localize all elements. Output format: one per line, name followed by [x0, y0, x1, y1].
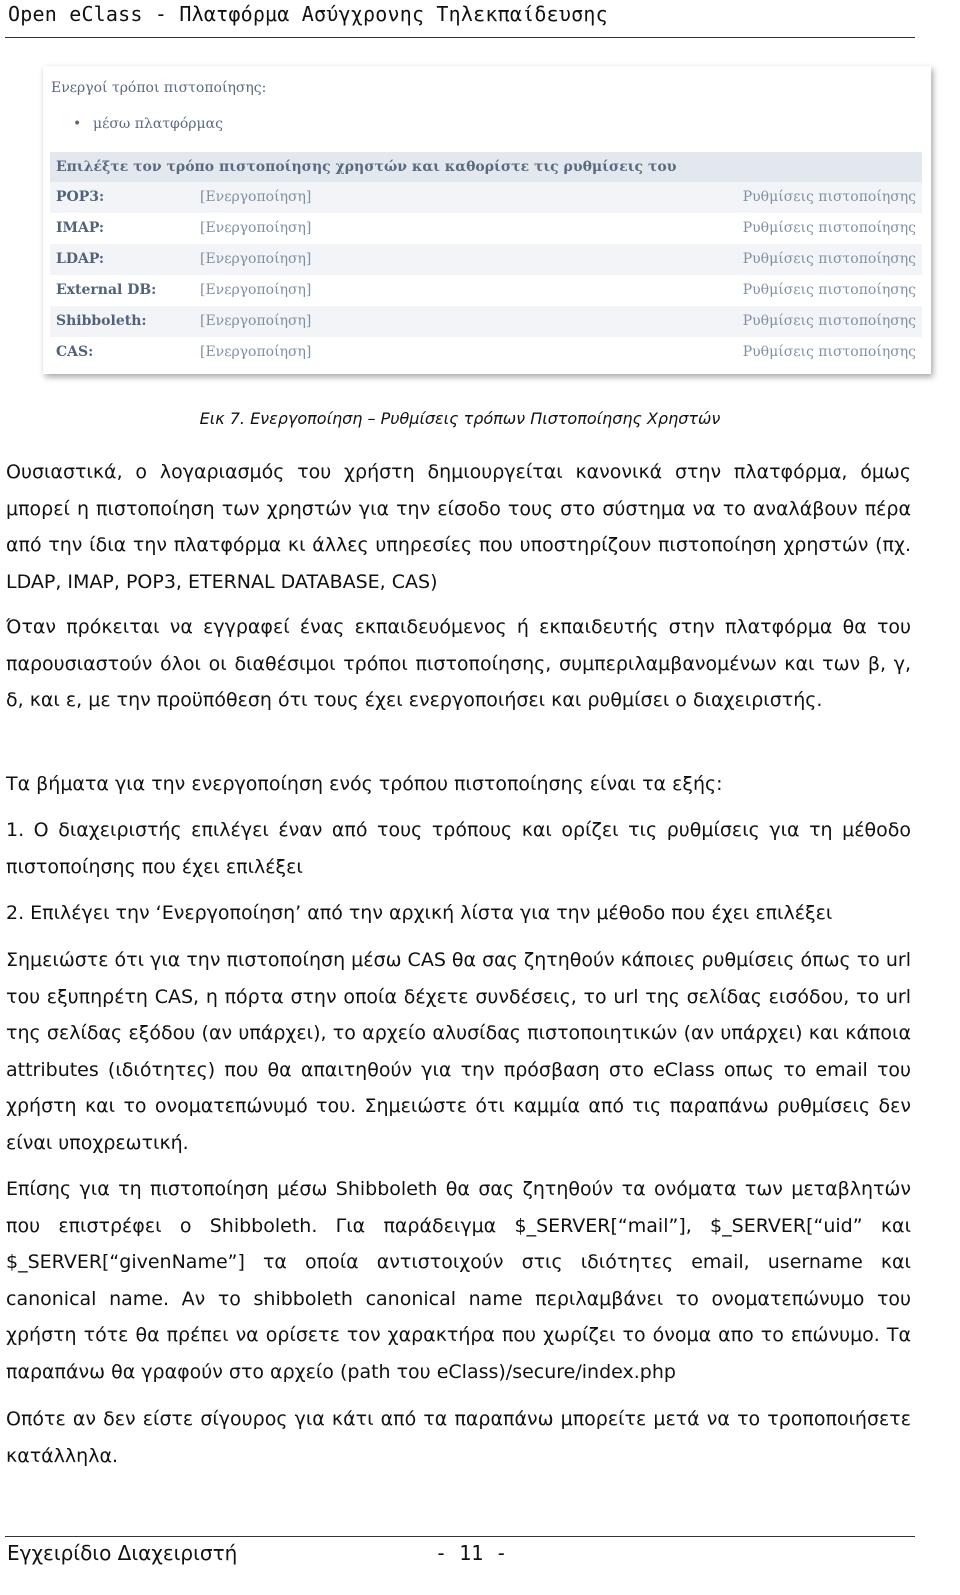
auth-methods-screenshot — [43, 66, 931, 374]
auth-method-label: LDAP: — [56, 251, 105, 267]
auth-method-label: External DB: — [56, 282, 157, 298]
activate-link[interactable]: [Ενεργοποίηση] — [200, 220, 312, 236]
activate-link[interactable]: [Ενεργοποίηση] — [200, 313, 312, 329]
paragraph-shibboleth-note: Επίσης για τη πιστοποίηση μέσω Shibboleth θα σας ζητηθούν τα ονόματα των μεταβλητών που επιστρέφει ο Shibboleth. Για παράδειγμα $_SERVER[“mail”], $_SERVER[“uid” και $_SERVER[“givenName”] τα οποία αντιστοιχούν στις ιδιότητες email, username και canonical name. Αν το shibboleth canonical name περιλαμβάνει το ονοματεπώνυμο του χρήστη τότε θα πρέπει να ορίσετε τον χαρακτήρα που χωρίζει το όνομα απο το επώνυμο. Τα παραπάνω θα γραφούν στο αρχείο (path του eClass)/secure/index.php — [6, 1178, 911, 1383]
auth-row-pop3 — [50, 182, 922, 213]
active-method-label: μέσω πλατφόρμας — [93, 116, 223, 132]
auth-method-label: CAS: — [56, 344, 94, 360]
auth-settings-link[interactable]: Ρυθμίσεις πιστοποίησης — [742, 313, 916, 329]
bullet-icon: • — [73, 116, 82, 132]
page-footer — [5, 1536, 915, 1565]
auth-row-shibboleth — [50, 306, 922, 337]
activate-link[interactable]: [Ενεργοποίηση] — [200, 344, 312, 360]
header-title: Open eClass - Πλατφόρμα Ασύγχρονης Τηλεκπαίδευσης — [8, 2, 608, 26]
auth-method-label: Shibboleth: — [56, 313, 147, 329]
auth-row-imap — [50, 213, 922, 244]
page-header — [5, 0, 915, 38]
auth-settings-link[interactable]: Ρυθμίσεις πιστοποίησης — [742, 282, 916, 298]
paragraph-step-2: 2. Επιλέγει την ‘Ενεργοποίηση’ από την αρχική λίστα για την μέθοδο που έχει επιλέξει — [6, 902, 833, 924]
paragraph-registration: Όταν πρόκειται να εγγραφεί ένας εκπαιδευόμενος ή εκπαιδευτής στην πλατφόρμα θα του παρουσιαστούν όλοι οι διαθέσιμοι τρόποι πιστοποίησης, συμπεριλαμβανομένων και των β, γ, δ, και ε, με την προϋπόθεση ότι τους έχει ενεργοποιήσει και ρυθμίσει ο διαχειριστής. — [6, 616, 911, 712]
auth-method-label: POP3: — [56, 189, 105, 205]
auth-settings-link[interactable]: Ρυθμίσεις πιστοποίησης — [742, 220, 916, 236]
activate-link[interactable]: [Ενεργοποίηση] — [200, 189, 312, 205]
active-method-item — [73, 116, 223, 132]
auth-settings-link[interactable]: Ρυθμίσεις πιστοποίησης — [742, 251, 916, 267]
page-number: - 11 - — [435, 1541, 508, 1565]
auth-row-ldap — [50, 244, 922, 275]
figure-caption: Εικ 7. Ενεργοποίηση – Ρυθμίσεις τρόπων Πιστοποίησης Χρηστών — [199, 409, 721, 428]
auth-row-external-db — [50, 275, 922, 306]
paragraph-closing: Οπότε αν δεν είστε σίγουρος για κάτι από τα παραπάνω μπορείτε μετά να το τροποποιήσετε κατάλληλα. — [6, 1408, 911, 1467]
activate-link[interactable]: [Ενεργοποίηση] — [200, 282, 312, 298]
paragraph-cas-note: Σημειώστε ότι για την πιστοποίηση μέσω CAS θα σας ζητηθούν κάποιες ρυθμίσεις όπως το url του εξυπηρέτη CAS, η πόρτα στην οποία δέχετε συνδέσεις, το url της σελίδας εισόδου, το url της σελίδας εξόδου (αν υπάρχει), το αρχείο αλυσίδας πιστοποιητικών (αν υπάρχει) και κάποια attributes (ιδιότητες) που θα απαιτηθούν για την πρόσβαση στο eClass οπως το email του χρήστη και το ονοματεπώνυμό του. Σημειώστε ότι καμμία από τις παραπάνω ρυθμίσεις δεν είναι υποχρεωτική. — [6, 949, 911, 1154]
paragraph-steps-intro: Τα βήματα για την ενεργοποίηση ενός τρόπου πιστοποίησης είναι τα εξής: — [6, 773, 723, 795]
paragraph-intro: Ουσιαστικά, ο λογαριασμός του χρήστη δημιουργείται κανονικά στην πλατφόρμα, όμως μπορεί η πιστοποίηση των χρηστών για την είσοδο τους στο σύστημα να το αναλάβουν πέρα από την ίδια την πλατφόρμα κι άλλες υπηρεσίες που υποστηρίζουν πιστοποίηση χρηστών (πχ. LDAP, IMAP, POP3, ETERNAL DATABASE, CAS) — [6, 461, 911, 593]
auth-methods-table-header: Επιλέξτε τον τρόπο πιστοποίησης χρηστών και καθορίστε τις ρυθμίσεις του — [50, 152, 922, 182]
auth-settings-link[interactable]: Ρυθμίσεις πιστοποίησης — [742, 189, 916, 205]
footer-doc-title: Εγχειρίδιο Διαχειριστή — [7, 1541, 238, 1565]
auth-method-label: IMAP: — [56, 220, 105, 236]
auth-settings-link[interactable]: Ρυθμίσεις πιστοποίησης — [742, 344, 916, 360]
activate-link[interactable]: [Ενεργοποίηση] — [200, 251, 312, 267]
active-methods-title: Ενεργοί τρόποι πιστοποίησης: — [51, 80, 267, 96]
auth-methods-table — [50, 152, 922, 368]
auth-row-cas — [50, 337, 922, 368]
paragraph-step-1: 1. Ο διαχειριστής επιλέγει έναν από τους τρόπους και ορίζει τις ρυθμίσεις για τη μέθοδο πιστοποίησης που έχει επιλέξει — [6, 819, 911, 878]
